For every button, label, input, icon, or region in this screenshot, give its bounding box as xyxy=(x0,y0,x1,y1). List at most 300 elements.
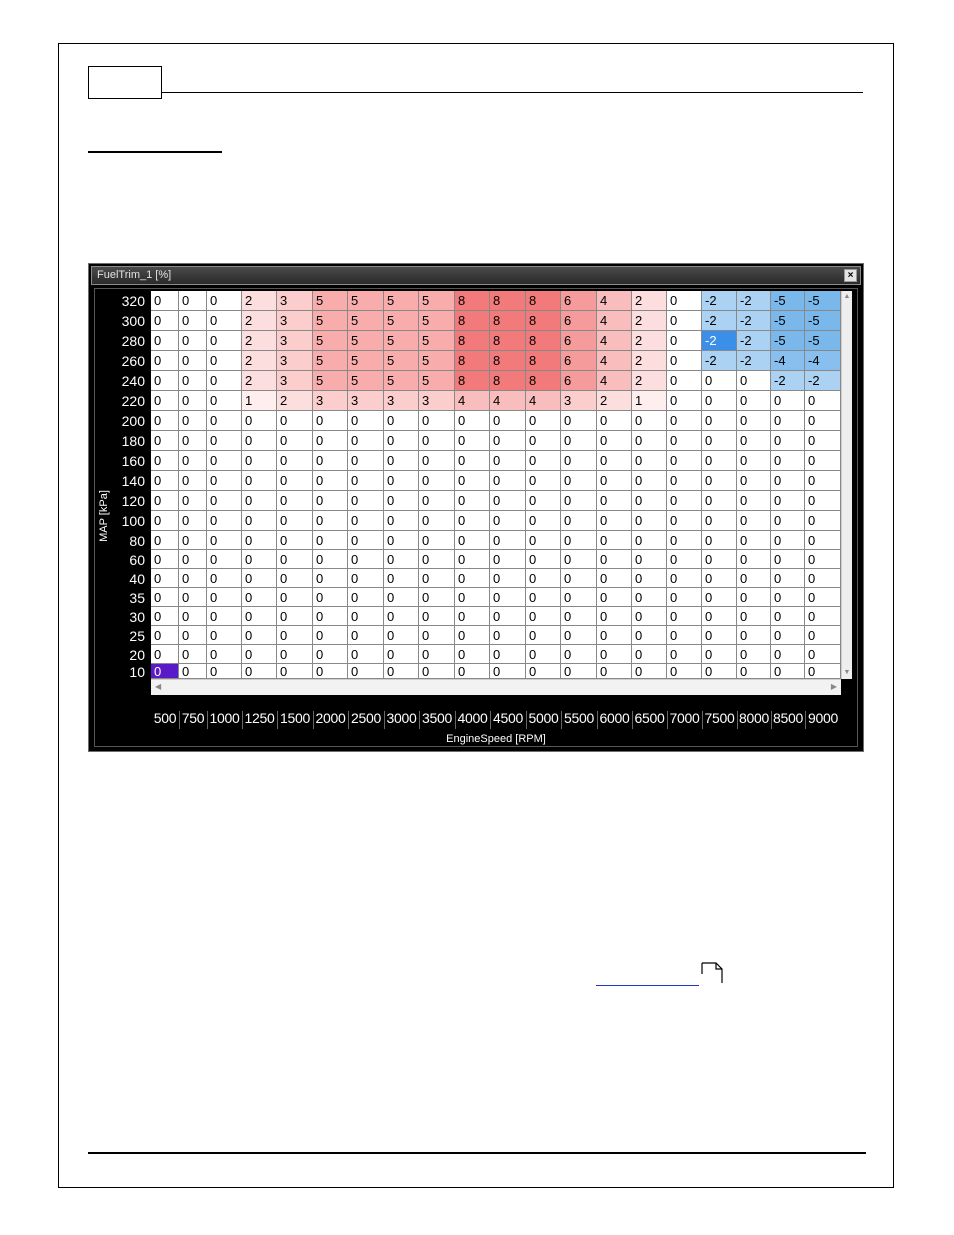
table-cell[interactable]: 0 xyxy=(455,471,490,491)
table-cell[interactable]: 0 xyxy=(348,550,384,569)
table-cell[interactable]: 0 xyxy=(455,645,490,664)
table-cell[interactable]: 0 xyxy=(179,331,207,351)
table-cell[interactable]: 0 xyxy=(737,531,771,550)
table-cell[interactable]: 0 xyxy=(348,588,384,607)
table-cell[interactable]: 0 xyxy=(348,569,384,588)
document-icon[interactable] xyxy=(700,962,724,984)
table-cell[interactable]: 3 xyxy=(277,311,313,331)
table-cell[interactable]: 0 xyxy=(419,607,455,626)
table-cell[interactable]: 0 xyxy=(348,511,384,531)
table-cell[interactable]: 0 xyxy=(805,511,841,531)
table-cell[interactable]: 2 xyxy=(242,291,277,311)
table-cell[interactable]: 0 xyxy=(313,511,348,531)
table-cell[interactable]: 0 xyxy=(207,371,242,391)
table-cell[interactable]: 0 xyxy=(597,511,632,531)
table-cell[interactable]: 0 xyxy=(455,511,490,531)
table-cell[interactable]: -5 xyxy=(771,311,805,331)
table-cell[interactable]: 5 xyxy=(348,371,384,391)
table-cell[interactable]: 3 xyxy=(277,351,313,371)
table-cell[interactable]: 0 xyxy=(561,588,597,607)
table-cell[interactable]: 8 xyxy=(526,371,561,391)
table-cell[interactable]: 0 xyxy=(702,550,737,569)
table-cell[interactable]: 0 xyxy=(207,351,242,371)
table-cell[interactable]: 0 xyxy=(419,550,455,569)
table-cell[interactable]: 0 xyxy=(702,588,737,607)
table-cell[interactable]: 0 xyxy=(384,411,419,431)
table-cell[interactable]: 0 xyxy=(771,391,805,411)
table-cell[interactable]: 0 xyxy=(179,550,207,569)
table-cell[interactable]: 2 xyxy=(632,371,667,391)
table-cell[interactable]: 0 xyxy=(632,491,667,511)
table-cell[interactable]: 0 xyxy=(561,569,597,588)
table-cell[interactable]: 0 xyxy=(561,431,597,451)
table-cell[interactable]: 0 xyxy=(597,451,632,471)
table-cell[interactable]: -2 xyxy=(771,371,805,391)
table-cell[interactable]: 6 xyxy=(561,291,597,311)
table-cell[interactable]: 0 xyxy=(561,607,597,626)
table-cell[interactable]: 0 xyxy=(207,588,242,607)
table-cell[interactable]: 8 xyxy=(526,311,561,331)
table-cell[interactable]: 3 xyxy=(384,391,419,411)
table-cell[interactable]: 6 xyxy=(561,331,597,351)
table-cell[interactable]: 0 xyxy=(455,411,490,431)
table-cell[interactable]: 5 xyxy=(384,371,419,391)
table-cell[interactable]: 2 xyxy=(242,331,277,351)
table-cell[interactable]: 0 xyxy=(805,588,841,607)
table-cell[interactable]: 0 xyxy=(597,664,632,679)
table-cell[interactable]: 0 xyxy=(702,391,737,411)
table-cell[interactable]: 0 xyxy=(242,411,277,431)
table-cell[interactable]: 0 xyxy=(490,645,526,664)
table-cell[interactable]: 0 xyxy=(526,491,561,511)
table-cell[interactable]: 0 xyxy=(151,431,179,451)
table-cell[interactable]: 0 xyxy=(667,451,702,471)
table-cell[interactable]: 8 xyxy=(490,331,526,351)
table-cell[interactable]: 0 xyxy=(419,645,455,664)
table-cell[interactable]: 0 xyxy=(702,626,737,645)
table-cell[interactable]: 0 xyxy=(702,569,737,588)
table-cell[interactable]: 0 xyxy=(151,411,179,431)
table-cell[interactable]: 0 xyxy=(207,607,242,626)
table-cell[interactable]: 0 xyxy=(151,491,179,511)
table-cell[interactable]: 0 xyxy=(207,664,242,679)
table-cell[interactable]: -4 xyxy=(805,351,841,371)
table-cell[interactable]: 0 xyxy=(667,645,702,664)
table-cell[interactable]: 5 xyxy=(348,331,384,351)
table-cell[interactable]: 0 xyxy=(526,431,561,451)
table-cell[interactable]: 0 xyxy=(151,331,179,351)
table-cell[interactable]: 2 xyxy=(632,291,667,311)
table-cell[interactable]: 0 xyxy=(179,511,207,531)
table-cell[interactable]: -2 xyxy=(702,291,737,311)
table-cell[interactable]: 0 xyxy=(771,491,805,511)
table-cell[interactable]: 0 xyxy=(561,550,597,569)
table-cell[interactable]: 0 xyxy=(207,550,242,569)
table-cell[interactable]: 2 xyxy=(277,391,313,411)
table-cell[interactable]: 0 xyxy=(632,411,667,431)
table-cell[interactable]: 0 xyxy=(455,531,490,550)
table-cell[interactable]: 0 xyxy=(242,569,277,588)
table-cell[interactable]: 0 xyxy=(419,664,455,679)
table-cell[interactable]: 0 xyxy=(702,531,737,550)
table-cell[interactable]: 0 xyxy=(384,531,419,550)
fuel-trim-grid[interactable] xyxy=(151,291,841,679)
table-cell[interactable]: 0 xyxy=(771,607,805,626)
table-cell[interactable]: 0 xyxy=(490,550,526,569)
table-cell[interactable]: 0 xyxy=(419,491,455,511)
table-cell[interactable]: 0 xyxy=(384,511,419,531)
table-cell[interactable]: 2 xyxy=(242,371,277,391)
table-cell[interactable]: 0 xyxy=(805,664,841,679)
table-cell[interactable]: 0 xyxy=(805,391,841,411)
table-cell[interactable]: 0 xyxy=(702,431,737,451)
table-cell[interactable]: 0 xyxy=(384,431,419,451)
table-cell[interactable]: 5 xyxy=(419,371,455,391)
table-cell[interactable]: 0 xyxy=(277,588,313,607)
table-cell[interactable]: 8 xyxy=(526,351,561,371)
table-cell[interactable]: 0 xyxy=(277,471,313,491)
table-cell[interactable]: 8 xyxy=(490,311,526,331)
table-cell[interactable]: 0 xyxy=(179,491,207,511)
table-cell[interactable]: 0 xyxy=(277,607,313,626)
table-cell[interactable]: 0 xyxy=(348,645,384,664)
table-cell[interactable]: 0 xyxy=(526,569,561,588)
table-cell[interactable]: 0 xyxy=(561,411,597,431)
table-cell[interactable]: 0 xyxy=(179,588,207,607)
table-cell[interactable]: 0 xyxy=(490,491,526,511)
table-cell[interactable]: 0 xyxy=(348,664,384,679)
table-cell[interactable]: 0 xyxy=(632,607,667,626)
table-cell[interactable]: 3 xyxy=(561,391,597,411)
table-cell[interactable]: 0 xyxy=(313,607,348,626)
table-cell[interactable]: 0 xyxy=(702,607,737,626)
table-cell[interactable]: 0 xyxy=(632,471,667,491)
table-cell[interactable]: 5 xyxy=(419,291,455,311)
table-cell[interactable]: 0 xyxy=(597,588,632,607)
table-cell[interactable]: 0 xyxy=(597,626,632,645)
table-cell[interactable]: 2 xyxy=(632,351,667,371)
table-cell[interactable]: 0 xyxy=(179,351,207,371)
table-cell[interactable]: 8 xyxy=(526,291,561,311)
table-cell[interactable]: 0 xyxy=(151,626,179,645)
table-cell[interactable]: 0 xyxy=(771,511,805,531)
table-cell[interactable]: 0 xyxy=(207,531,242,550)
table-cell[interactable]: 1 xyxy=(632,391,667,411)
table-cell[interactable]: 0 xyxy=(207,491,242,511)
table-cell[interactable]: 0 xyxy=(561,451,597,471)
table-cell[interactable]: 0 xyxy=(526,471,561,491)
table-cell[interactable]: -2 xyxy=(737,311,771,331)
table-cell[interactable]: 0 xyxy=(207,645,242,664)
table-cell[interactable]: -5 xyxy=(805,291,841,311)
table-cell[interactable]: 0 xyxy=(632,431,667,451)
table-cell[interactable]: 0 xyxy=(151,645,179,664)
table-cell[interactable]: 0 xyxy=(207,471,242,491)
table-cell[interactable]: 0 xyxy=(179,431,207,451)
table-cell[interactable]: 0 xyxy=(737,471,771,491)
table-cell[interactable]: 0 xyxy=(151,569,179,588)
table-cell[interactable]: 0 xyxy=(805,626,841,645)
table-cell[interactable]: 5 xyxy=(313,311,348,331)
table-cell[interactable]: 0 xyxy=(242,491,277,511)
table-cell[interactable]: 0 xyxy=(771,471,805,491)
table-cell[interactable]: 0 xyxy=(348,451,384,471)
table-cell[interactable]: 0 xyxy=(277,664,313,679)
table-cell[interactable]: 0 xyxy=(277,569,313,588)
table-cell[interactable]: 5 xyxy=(313,371,348,391)
table-cell[interactable]: 0 xyxy=(737,626,771,645)
table-cell[interactable]: 0 xyxy=(667,531,702,550)
table-cell[interactable]: 0 xyxy=(561,645,597,664)
table-cell[interactable]: 0 xyxy=(179,607,207,626)
table-cell[interactable]: 0 xyxy=(419,569,455,588)
table-cell[interactable]: 0 xyxy=(597,550,632,569)
table-cell[interactable]: 8 xyxy=(455,291,490,311)
table-cell[interactable]: 0 xyxy=(179,471,207,491)
table-cell[interactable]: 0 xyxy=(526,451,561,471)
table-cell[interactable]: 0 xyxy=(805,550,841,569)
table-cell[interactable]: 0 xyxy=(805,451,841,471)
table-cell[interactable]: -2 xyxy=(702,351,737,371)
table-cell[interactable]: 8 xyxy=(490,371,526,391)
table-cell[interactable]: 0 xyxy=(313,664,348,679)
table-cell[interactable]: 0 xyxy=(179,391,207,411)
table-cell[interactable]: 0 xyxy=(667,607,702,626)
table-cell[interactable]: 0 xyxy=(737,588,771,607)
table-cell[interactable]: 0 xyxy=(702,371,737,391)
table-cell[interactable]: 2 xyxy=(242,351,277,371)
table-cell[interactable]: 0 xyxy=(702,471,737,491)
table-cell[interactable]: 0 xyxy=(702,664,737,679)
table-cell[interactable]: 0 xyxy=(242,645,277,664)
table-cell[interactable]: 0 xyxy=(561,626,597,645)
table-cell[interactable]: 0 xyxy=(207,391,242,411)
table-cell[interactable]: 0 xyxy=(419,451,455,471)
table-cell[interactable]: 0 xyxy=(207,511,242,531)
table-cell[interactable]: 0 xyxy=(179,645,207,664)
table-cell[interactable]: 8 xyxy=(455,311,490,331)
table-cell[interactable]: 0 xyxy=(151,607,179,626)
table-cell[interactable]: 0 xyxy=(597,411,632,431)
table-cell[interactable]: 0 xyxy=(702,411,737,431)
table-cell[interactable]: 0 xyxy=(384,626,419,645)
table-cell[interactable]: 0 xyxy=(490,451,526,471)
table-cell[interactable]: 0 xyxy=(771,588,805,607)
table-cell[interactable]: 0 xyxy=(419,511,455,531)
table-cell[interactable]: 0 xyxy=(805,431,841,451)
table-cell[interactable]: 0 xyxy=(207,311,242,331)
table-cell[interactable]: 5 xyxy=(348,291,384,311)
table-cell[interactable]: 0 xyxy=(384,451,419,471)
table-cell[interactable]: 0 xyxy=(242,471,277,491)
table-cell[interactable]: 0 xyxy=(526,550,561,569)
table-cell[interactable]: 5 xyxy=(313,351,348,371)
table-cell[interactable]: 0 xyxy=(561,471,597,491)
table-cell[interactable]: 0 xyxy=(737,431,771,451)
table-cell[interactable]: 5 xyxy=(313,291,348,311)
table-cell[interactable]: 0 xyxy=(207,626,242,645)
window-titlebar[interactable] xyxy=(91,266,861,285)
table-cell[interactable]: 0 xyxy=(179,664,207,679)
table-cell[interactable]: 0 xyxy=(419,471,455,491)
table-cell[interactable]: 0 xyxy=(179,451,207,471)
table-cell[interactable]: 0 xyxy=(702,645,737,664)
table-cell[interactable]: 0 xyxy=(419,626,455,645)
table-cell[interactable]: 0 xyxy=(667,550,702,569)
table-cell[interactable]: 0 xyxy=(313,569,348,588)
table-cell[interactable]: 0 xyxy=(151,471,179,491)
table-cell[interactable]: 0 xyxy=(771,531,805,550)
table-cell[interactable]: 0 xyxy=(384,588,419,607)
table-cell[interactable]: 0 xyxy=(277,626,313,645)
table-cell[interactable]: 0 xyxy=(455,569,490,588)
table-cell[interactable]: 2 xyxy=(632,311,667,331)
table-cell[interactable]: 5 xyxy=(419,331,455,351)
table-cell[interactable]: 0 xyxy=(348,471,384,491)
table-cell[interactable]: 4 xyxy=(597,291,632,311)
table-cell[interactable]: 6 xyxy=(561,311,597,331)
table-cell[interactable]: 0 xyxy=(207,291,242,311)
table-cell[interactable]: -5 xyxy=(771,331,805,351)
table-cell[interactable]: 0 xyxy=(419,411,455,431)
table-cell[interactable]: 0 xyxy=(313,491,348,511)
table-cell[interactable]: 0 xyxy=(490,511,526,531)
table-cell[interactable]: 0 xyxy=(242,531,277,550)
table-cell[interactable]: 5 xyxy=(348,351,384,371)
table-cell[interactable]: 8 xyxy=(455,351,490,371)
table-cell[interactable]: 0 xyxy=(490,588,526,607)
table-cell[interactable]: 0 xyxy=(561,531,597,550)
table-cell[interactable]: -5 xyxy=(805,311,841,331)
table-cell[interactable]: 0 xyxy=(207,451,242,471)
table-cell[interactable]: 0 xyxy=(490,471,526,491)
table-cell[interactable]: 0 xyxy=(207,411,242,431)
table-cell[interactable]: 0 xyxy=(179,569,207,588)
table-cell[interactable]: 0 xyxy=(384,491,419,511)
table-cell[interactable]: 0 xyxy=(151,531,179,550)
table-cell[interactable]: 0 xyxy=(632,550,667,569)
table-cell[interactable]: 0 xyxy=(242,588,277,607)
table-cell[interactable]: 0 xyxy=(632,626,667,645)
table-cell[interactable]: 0 xyxy=(597,531,632,550)
table-cell[interactable]: 0 xyxy=(348,607,384,626)
table-cell[interactable]: 0 xyxy=(632,451,667,471)
table-cell[interactable]: 0 xyxy=(179,411,207,431)
table-cell[interactable]: 0 xyxy=(737,451,771,471)
table-cell[interactable]: 0 xyxy=(490,569,526,588)
table-cell[interactable]: 0 xyxy=(597,431,632,451)
table-cell[interactable]: 0 xyxy=(151,511,179,531)
hyperlink-underline[interactable] xyxy=(596,985,699,986)
table-cell[interactable]: -5 xyxy=(805,331,841,351)
table-cell[interactable]: 0 xyxy=(702,451,737,471)
table-cell[interactable]: 0 xyxy=(667,511,702,531)
table-cell[interactable]: 0 xyxy=(737,664,771,679)
table-cell[interactable]: 0 xyxy=(805,411,841,431)
table-cell[interactable]: 0 xyxy=(526,411,561,431)
table-cell[interactable]: 0 xyxy=(632,588,667,607)
table-cell[interactable]: 0 xyxy=(313,451,348,471)
table-cell[interactable]: 0 xyxy=(667,664,702,679)
table-cell[interactable]: 0 xyxy=(277,531,313,550)
table-cell[interactable]: 4 xyxy=(490,391,526,411)
table-cell[interactable]: 0 xyxy=(490,531,526,550)
table-cell[interactable]: 0 xyxy=(151,371,179,391)
table-cell[interactable]: 0 xyxy=(242,511,277,531)
table-cell[interactable]: 0 xyxy=(771,664,805,679)
table-cell[interactable]: 0 xyxy=(526,511,561,531)
table-cell[interactable]: 0 xyxy=(526,531,561,550)
table-cell[interactable]: 0 xyxy=(455,550,490,569)
table-cell[interactable]: -2 xyxy=(737,291,771,311)
table-cell[interactable]: 0 xyxy=(771,411,805,431)
table-cell[interactable]: 3 xyxy=(348,391,384,411)
close-icon[interactable]: × xyxy=(844,269,857,282)
table-cell[interactable]: 0 xyxy=(805,645,841,664)
table-cell[interactable]: 0 xyxy=(313,626,348,645)
table-cell[interactable]: 0 xyxy=(348,626,384,645)
scroll-left-icon[interactable]: ◀ xyxy=(155,682,162,691)
table-cell[interactable]: 0 xyxy=(277,511,313,531)
table-cell[interactable]: 0 xyxy=(526,607,561,626)
table-cell[interactable]: 0 xyxy=(348,431,384,451)
table-cell[interactable]: 4 xyxy=(597,331,632,351)
table-cell[interactable]: 0 xyxy=(561,491,597,511)
table-cell[interactable]: 0 xyxy=(179,371,207,391)
table-cell[interactable]: 0 xyxy=(384,471,419,491)
table-cell[interactable]: 0 xyxy=(455,451,490,471)
table-cell[interactable]: 0 xyxy=(771,550,805,569)
table-cell[interactable]: 0 xyxy=(597,645,632,664)
table-cell[interactable]: 0 xyxy=(384,550,419,569)
horizontal-scrollbar[interactable] xyxy=(151,679,841,695)
table-cell[interactable]: -4 xyxy=(771,351,805,371)
table-cell[interactable]: 0 xyxy=(419,431,455,451)
table-cell[interactable]: 0 xyxy=(667,569,702,588)
table-cell[interactable]: -2 xyxy=(737,331,771,351)
table-cell[interactable]: 0 xyxy=(277,451,313,471)
table-cell[interactable]: 0 xyxy=(526,588,561,607)
table-cell[interactable]: 0 xyxy=(805,471,841,491)
table-cell[interactable]: 0 xyxy=(737,411,771,431)
table-cell[interactable]: 0 xyxy=(667,471,702,491)
table-cell[interactable]: 0 xyxy=(455,491,490,511)
table-cell[interactable]: -2 xyxy=(702,331,737,351)
table-cell[interactable]: 0 xyxy=(313,471,348,491)
table-cell[interactable]: 4 xyxy=(455,391,490,411)
table-cell[interactable]: 0 xyxy=(242,431,277,451)
table-cell[interactable]: 0 xyxy=(313,588,348,607)
table-cell[interactable]: 0 xyxy=(455,431,490,451)
table-cell[interactable]: -2 xyxy=(805,371,841,391)
table-cell[interactable]: 0 xyxy=(667,431,702,451)
table-cell[interactable]: 0 xyxy=(455,588,490,607)
table-cell[interactable]: 8 xyxy=(490,291,526,311)
table-cell[interactable]: 0 xyxy=(313,411,348,431)
table-cell[interactable]: 0 xyxy=(179,626,207,645)
table-cell[interactable]: 0 xyxy=(277,550,313,569)
table-cell[interactable]: 0 xyxy=(667,626,702,645)
table-cell[interactable]: 0 xyxy=(805,569,841,588)
table-cell[interactable]: 0 xyxy=(490,626,526,645)
table-cell[interactable]: 0 xyxy=(561,664,597,679)
table-cell[interactable]: 0 xyxy=(597,471,632,491)
table-cell[interactable]: 0 xyxy=(151,311,179,331)
table-cell[interactable]: 0 xyxy=(805,607,841,626)
table-cell[interactable]: 0 xyxy=(805,531,841,550)
table-cell[interactable]: 0 xyxy=(151,351,179,371)
table-cell[interactable]: 0 xyxy=(207,569,242,588)
